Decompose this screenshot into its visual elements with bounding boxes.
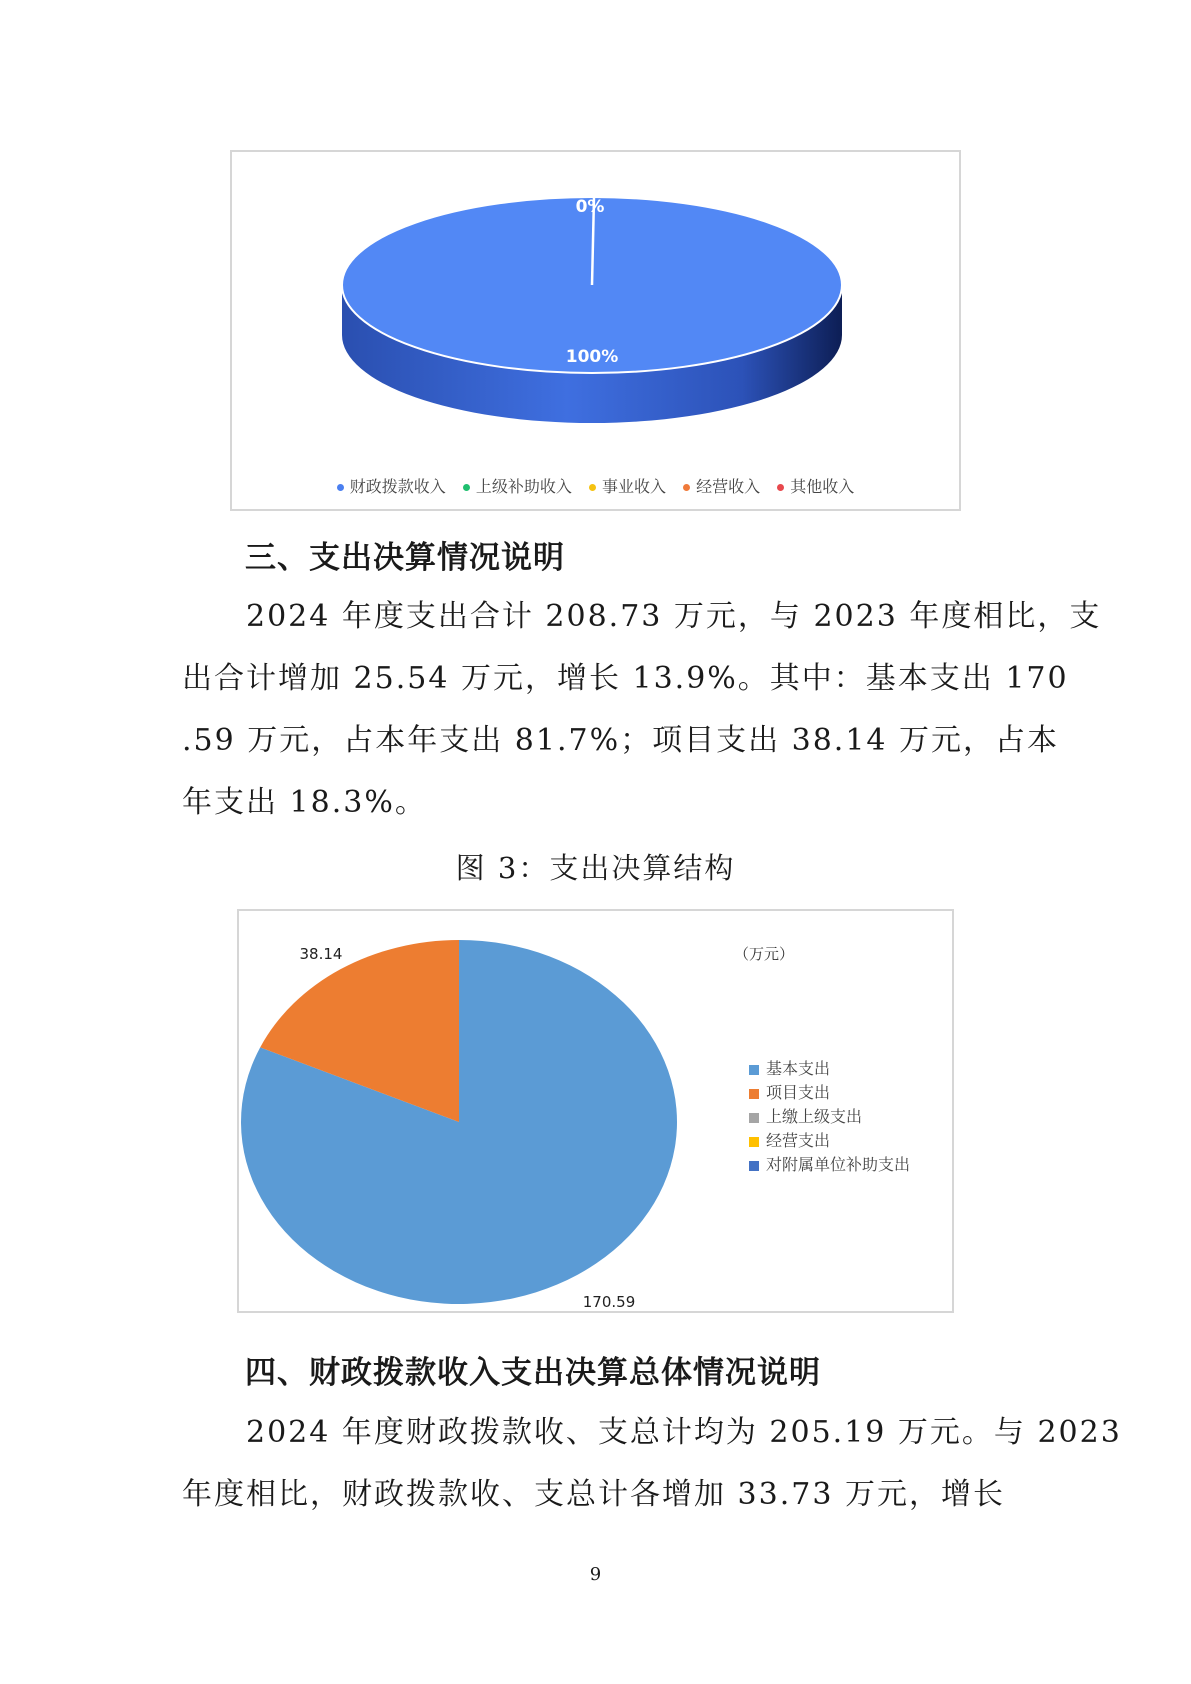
legend-swatch	[749, 1113, 759, 1123]
legend-item-经营支出	[749, 1128, 910, 1152]
legend-label: 财政拨款收入	[349, 477, 446, 496]
section4-heading: 四、财政拨款收入支出决算总体情况说明	[245, 1355, 821, 1391]
section3-heading: 三、支出决算情况说明	[245, 540, 565, 576]
value-label-基本支出: 170.59	[582, 1293, 636, 1311]
para-line: 年度相比，财政拨款收、支总计各增加 33.73 万元，增长	[182, 1477, 1005, 1512]
section3-paragraph	[182, 586, 1102, 834]
para-line: 2024 年度支出合计 208.73 万元，与 2023 年度相比，支	[246, 599, 1102, 634]
expenditure-pie-legend	[749, 1056, 910, 1176]
slice-label-100pct: 100%	[565, 347, 619, 367]
pie-slices	[241, 940, 677, 1304]
legend-dot	[337, 484, 344, 491]
legend-item-事业收入	[589, 474, 666, 497]
legend-item-财政拨款收入	[337, 474, 446, 497]
legend-label: 经营支出	[766, 1131, 831, 1150]
legend-dot	[777, 484, 784, 491]
legend-item-其他收入	[777, 474, 854, 497]
income-pie-legend	[232, 474, 959, 497]
legend-item-基本支出	[749, 1056, 910, 1080]
legend-swatch	[749, 1161, 759, 1171]
legend-item-项目支出	[749, 1080, 910, 1104]
income-pie-svg	[232, 152, 963, 513]
unit-label: （万元）	[734, 945, 795, 963]
expenditure-pie-chart	[237, 909, 954, 1313]
value-label-项目支出: 38.14	[299, 945, 343, 963]
legend-item-上级补助收入	[463, 474, 572, 497]
para-line: 出合计增加 25.54 万元，增长 13.9%。其中：基本支出 170	[182, 661, 1069, 696]
legend-label: 对附属单位补助支出	[766, 1155, 911, 1174]
legend-swatch	[749, 1065, 759, 1075]
legend-item-上缴上级支出	[749, 1104, 910, 1128]
figure3-caption: 图 3：支出决算结构	[455, 851, 736, 885]
slice-label-0pct: 0%	[575, 197, 605, 217]
legend-dot	[463, 484, 470, 491]
page-number: 9	[589, 1564, 602, 1585]
legend-label: 上缴上级支出	[766, 1107, 863, 1126]
legend-dot	[683, 484, 690, 491]
legend-dot	[589, 484, 596, 491]
income-pie-chart	[230, 150, 961, 511]
section4-paragraph	[182, 1402, 1122, 1526]
legend-label: 基本支出	[766, 1059, 831, 1078]
legend-swatch	[749, 1089, 759, 1099]
legend-item-经营收入	[683, 474, 760, 497]
para-line: .59 万元，占本年支出 81.7%；项目支出 38.14 万元，占本	[182, 723, 1060, 758]
legend-label: 事业收入	[601, 477, 666, 496]
legend-label: 项目支出	[766, 1083, 831, 1102]
legend-swatch	[749, 1137, 759, 1147]
para-line: 2024 年度财政拨款收、支总计均为 205.19 万元。与 2023	[246, 1415, 1122, 1450]
legend-item-对附属单位补助支出	[749, 1152, 910, 1176]
legend-label: 上级补助收入	[475, 477, 572, 496]
legend-label: 其他收入	[790, 477, 855, 496]
para-line: 年支出 18.3%。	[182, 785, 427, 820]
legend-label: 经营收入	[696, 477, 761, 496]
